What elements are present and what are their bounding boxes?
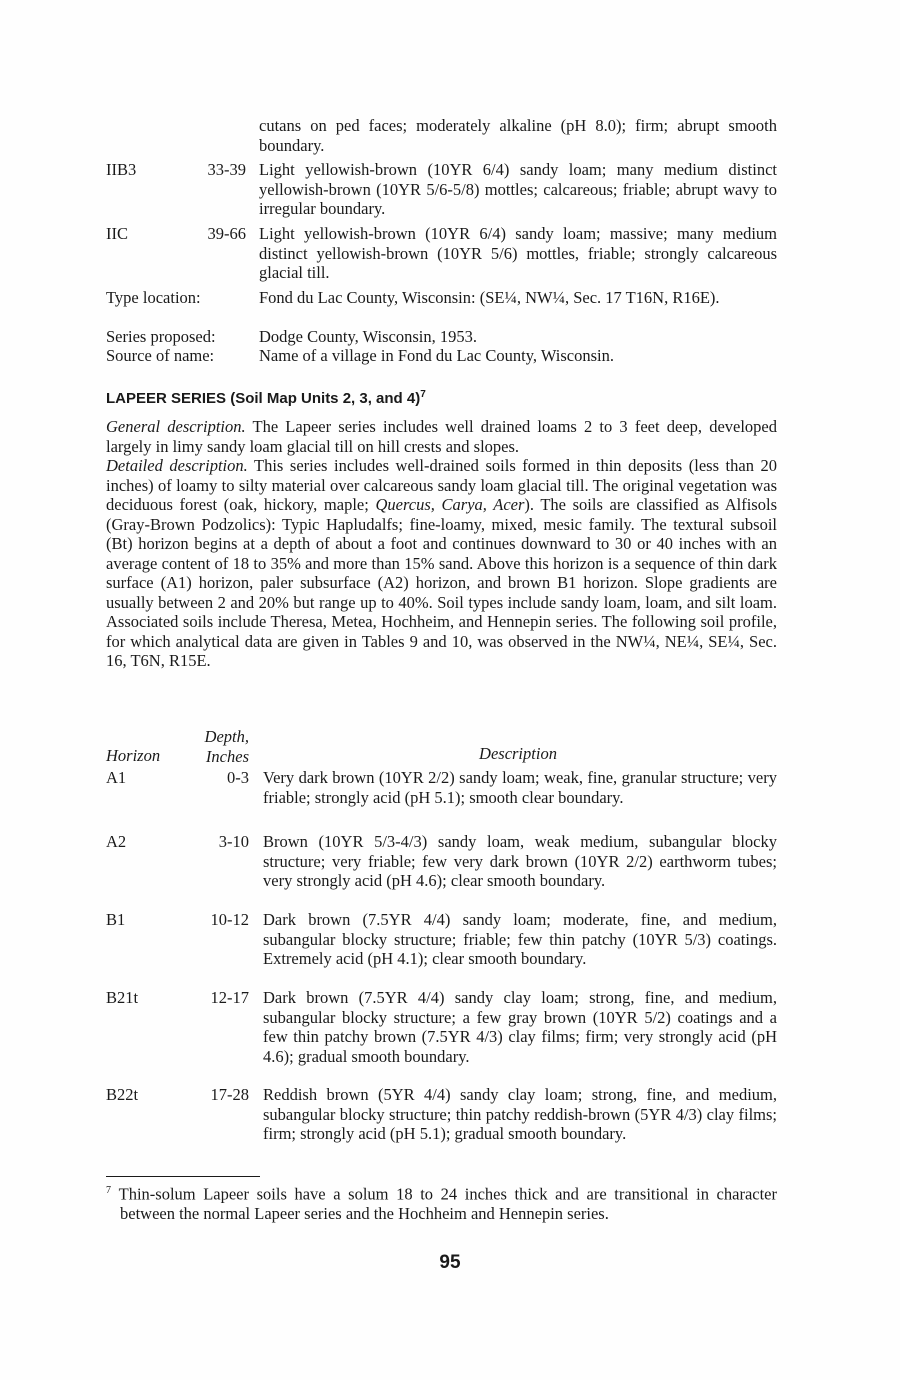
- horizon-description: Light yellowish-brown (10YR 6/4) sandy loam; massive; many medium distinct yellowish-brown (10YR 5/6) mottles, friable; strongly calcareous glacial till.: [259, 224, 777, 282]
- horizon-description: Brown (10YR 5/3-4/3) sandy loam, weak medium, subangular blocky structure; very friable; few very dark brown (10YR 2/2) earthworm tubes; very strongly acid (pH 4.6); clear smooth boundary.: [263, 832, 777, 890]
- horizon-depth: 0-3: [227, 768, 249, 787]
- horizon-depth: 12-17: [210, 988, 249, 1007]
- depth-header-line: Depth,: [204, 727, 249, 746]
- section-title: LAPEER SERIES (Soil Map Units 2, 3, and 4): [106, 390, 421, 407]
- footnote-marker: 7: [106, 1185, 111, 1196]
- continued-description: cutans on ped faces; moderately alkaline (pH 8.0); firm; abrupt smooth boundary.: [259, 116, 777, 155]
- detailed-text: ). The soils are classified as Alfisols (Gray-Brown Podzolics): Typic Hapludalfs; fine-loamy, mixed, mesic family. The textural subsoil (Bt) horizon begins at a depth of about a foot and continues downward to 30 or 40 inches with an average content of 18 to 35% and more than 15% sand. Above this horizon is a sequence of thin dark surface (A1) horizon, paler subsurface (A2) horizon, and brown B1 horizon. Slope gradients are usually between 2 and 20% but range up to 40%. Soil types include sandy loam, loam, and silt loam. Associated soils include Theresa, Metea, Hochheim, and Hennepin series. The following soil profile, for which analytical data are given in Tables 9 and 10, was observed in the NW¼, NE¼, SE¼, Sec. 16, T6N, R15E.: [106, 495, 777, 670]
- horizon-description: Reddish brown (5YR 4/4) sandy clay loam; strong, fine, and medium, subangular blocky structure; thin patchy reddish-brown (5YR 4/3) clay films; firm; strongly acid (pH 5.1); gradual smooth boundary.: [263, 1085, 777, 1143]
- detailed-description: [106, 456, 777, 671]
- horizon-depth: 10-12: [210, 910, 249, 929]
- description-header: Description: [479, 744, 557, 763]
- horizon-depth: 33-39: [207, 160, 246, 179]
- general-description: [106, 417, 777, 456]
- horizon-name: B22t: [106, 1085, 139, 1104]
- footnote: [106, 1181, 777, 1224]
- general-label: General description.: [106, 417, 246, 436]
- horizon-name: A2: [106, 832, 127, 851]
- footnote-marker: 7: [420, 389, 426, 400]
- meta-label: Series proposed:: [106, 327, 216, 346]
- section-heading: [106, 386, 426, 408]
- horizon-description: Very dark brown (10YR 2/2) sandy loam; weak, fine, granular structure; very friable; strongly acid (pH 5.1); smooth clear boundary.: [263, 768, 777, 807]
- horizon-name: B1: [106, 910, 126, 929]
- detailed-label: Detailed description.: [106, 456, 248, 475]
- page-number: 95: [439, 1252, 461, 1273]
- meta-value: Dodge County, Wisconsin, 1953.: [259, 327, 477, 346]
- horizon-name: A1: [106, 768, 127, 787]
- general-text: The Lapeer series includes well drained loams 2 to 3 feet deep, developed largely in limy sandy loam glacial till on hill crests and slopes.: [106, 417, 777, 456]
- detailed-text: This series includes well-drained soils formed in thin deposits (less than 20 inches) of loamy to silty material over calcareous sandy loam glacial till. The original vegetation was deciduous forest (oak, hickory, maple;: [106, 456, 778, 514]
- horizon-name: B21t: [106, 988, 139, 1007]
- footnote-rule: [106, 1176, 260, 1177]
- depth-header: [186, 727, 249, 766]
- horizon-name: IIB3: [106, 160, 137, 179]
- meta-label: Source of name:: [106, 346, 215, 365]
- meta-value: Fond du Lac County, Wisconsin: (SE¼, NW¼, Sec. 17 T16N, R16E).: [259, 288, 720, 307]
- meta-value: Name of a village in Fond du Lac County, Wisconsin.: [259, 346, 614, 365]
- horizon-depth: 3-10: [218, 832, 249, 851]
- horizon-header: Horizon: [106, 746, 161, 765]
- depth-header-line: Inches: [205, 746, 249, 766]
- horizon-description: Light yellowish-brown (10YR 6/4) sandy loam; many medium distinct yellowish-brown (10YR 5/6-5/8) mottles; calcareous; friable; abrupt wavy to irregular boundary.: [259, 160, 777, 218]
- horizon-depth: 17-28: [210, 1085, 249, 1104]
- genus-names: Quercus, Carya, Acer: [375, 495, 525, 514]
- meta-label: Type location:: [106, 288, 201, 307]
- horizon-depth: 39-66: [207, 224, 246, 243]
- horizon-description: Dark brown (7.5YR 4/4) sandy clay loam; strong, fine, and medium, subangular blocky structure; a few gray brown (10YR 5/2) coatings and a few thin patchy brown (7.5YR 4/3) clay films; firm; very strongly acid (pH 4.6); gradual smooth boundary.: [263, 988, 777, 1066]
- horizon-name: IIC: [106, 224, 128, 243]
- horizon-description: Dark brown (7.5YR 4/4) sandy loam; moderate, fine, and medium, subangular blocky structure; friable; few thin patchy (10YR 5/3) coatings. Extremely acid (pH 4.1); clear smooth boundary.: [263, 910, 777, 968]
- footnote-text: Thin-solum Lapeer soils have a solum 18 to 24 inches thick and are transitional in character between the normal Lapeer series and the Hochheim and Hennepin series.: [118, 1184, 777, 1223]
